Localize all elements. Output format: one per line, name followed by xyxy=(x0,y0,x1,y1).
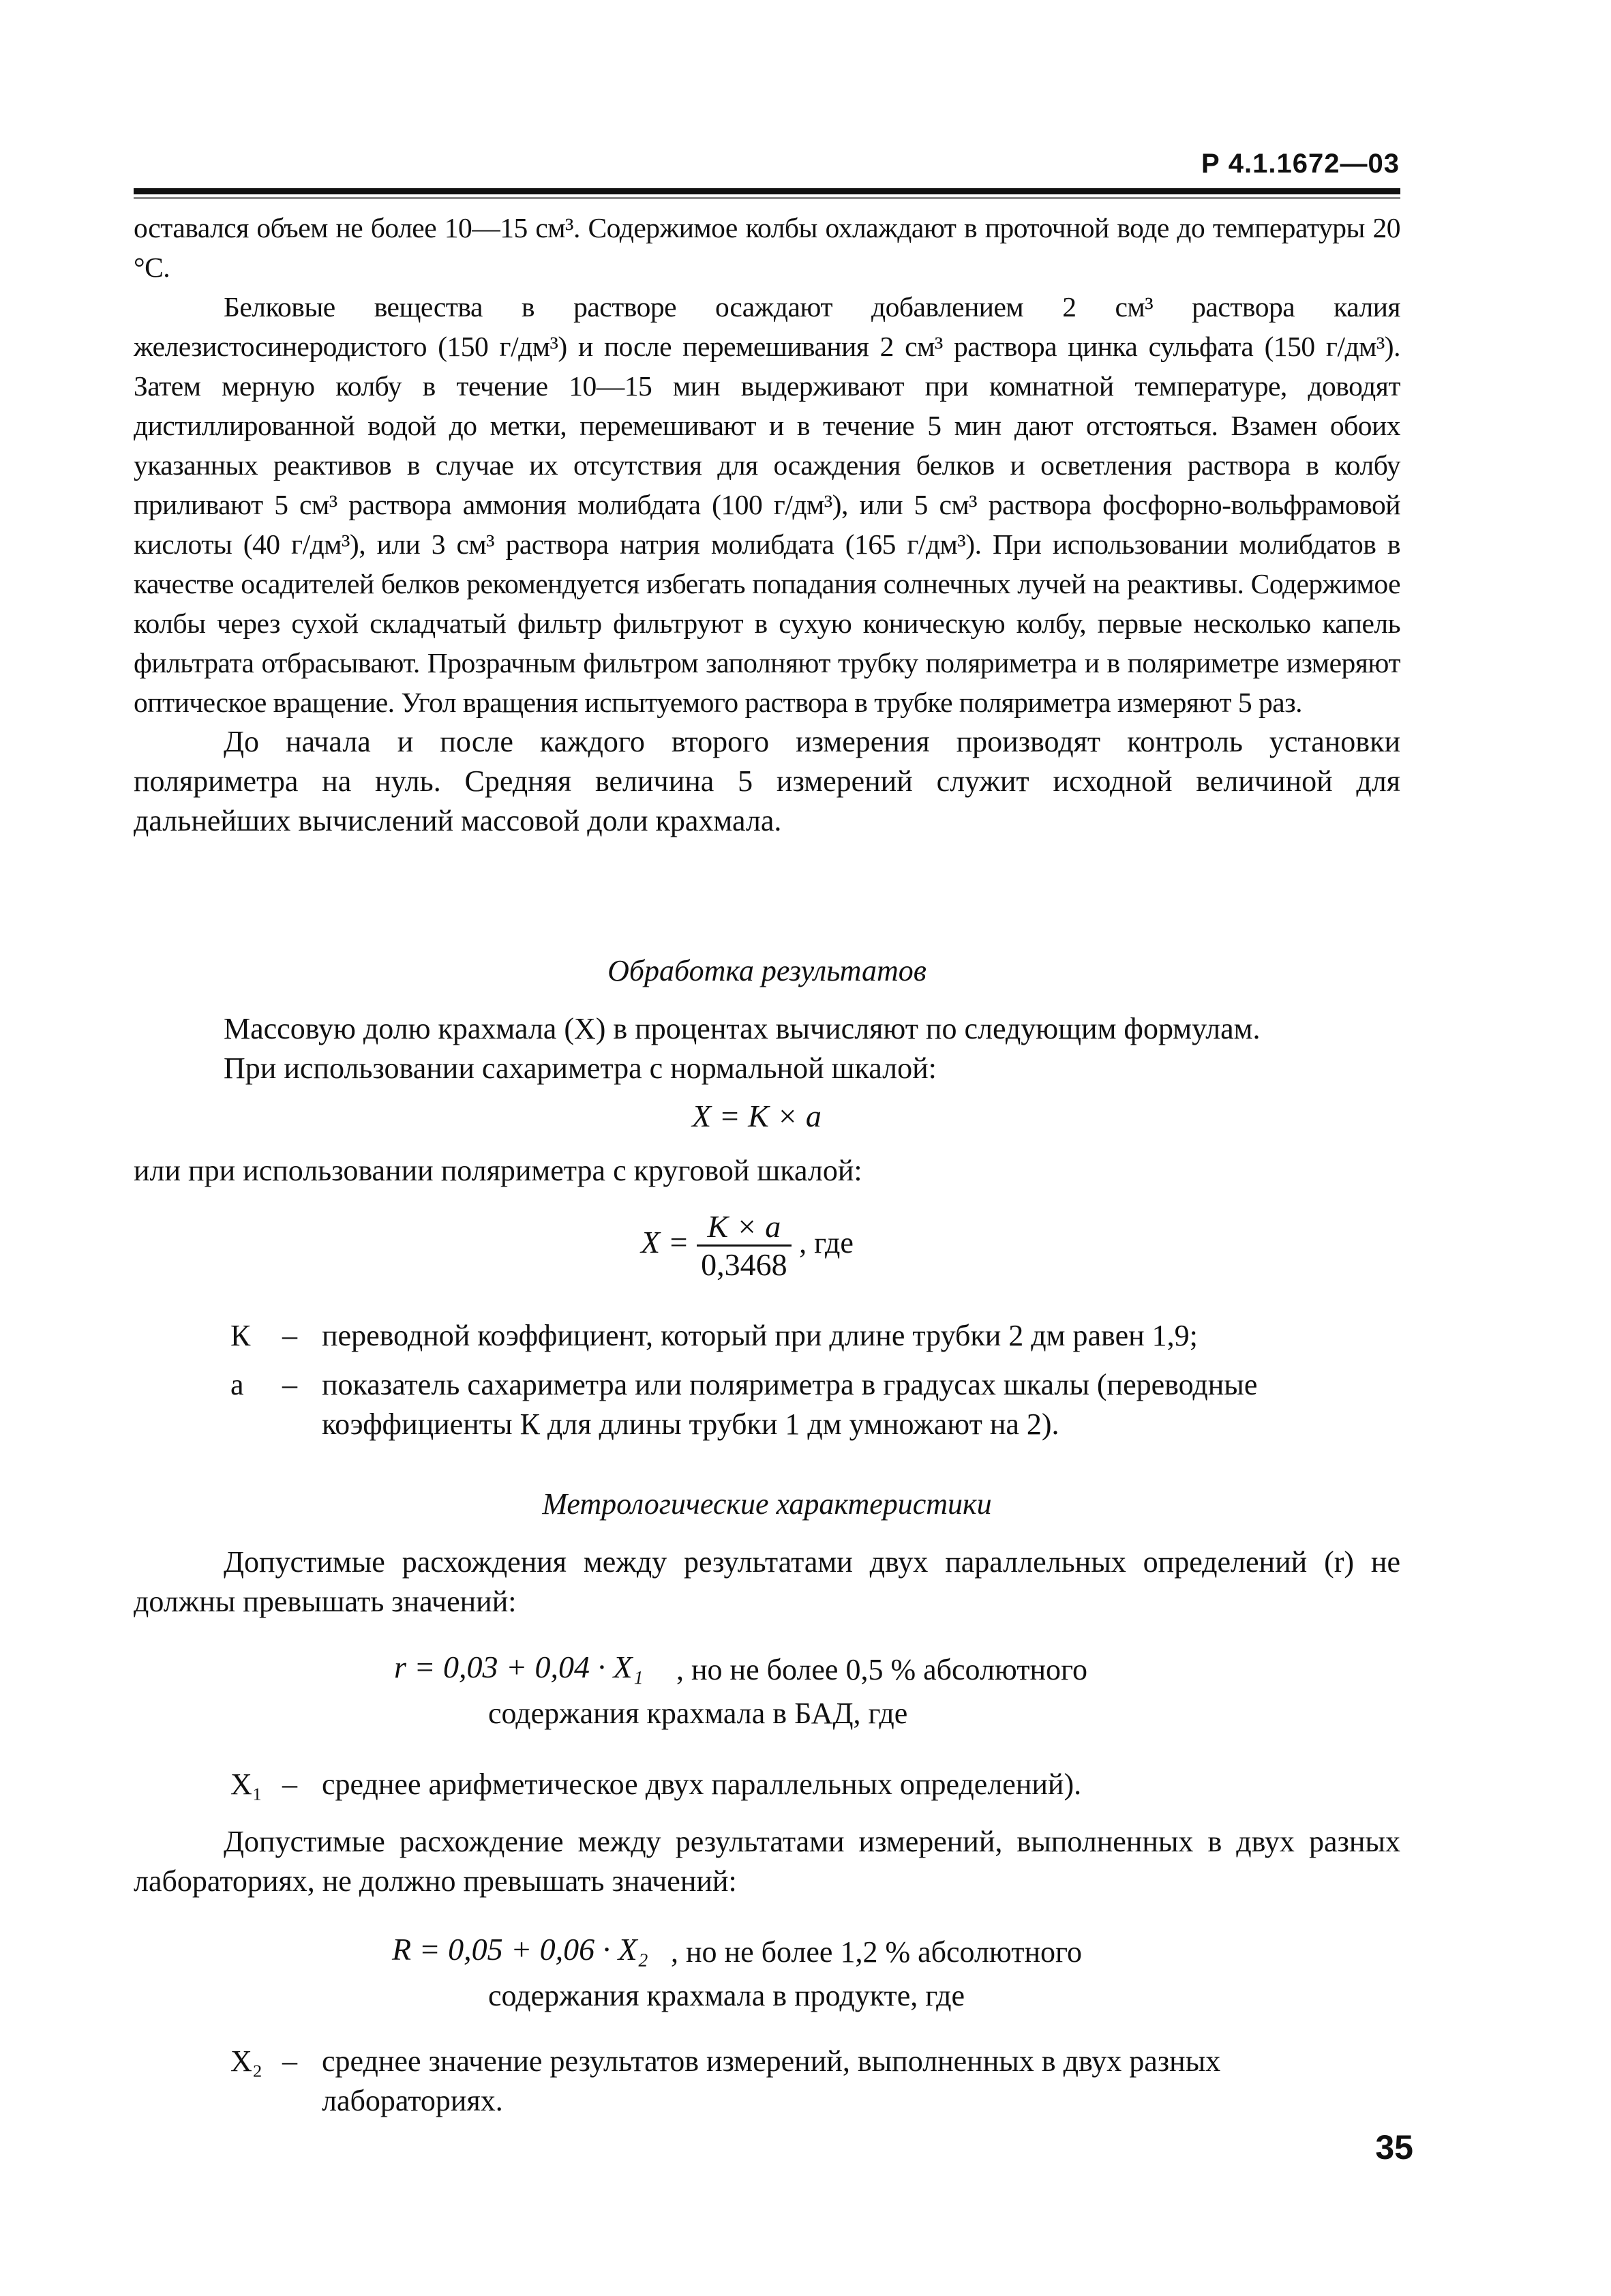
definition-symbol: а xyxy=(230,1368,244,1401)
paragraph-3: До начала и после каждого второго измерения производят контроль установки поляриметра на нуль. Средняя величина 5 измерений служит исходной величиной для дальнейших вычислений массовой доли крахмала. xyxy=(134,725,1400,837)
definition-text: среднее арифметическое двух параллельных определений). xyxy=(322,1768,1082,1801)
definition-dash: – xyxy=(282,1768,297,1801)
formula-R: R = 0,05 + 0,06 · X₂ xyxy=(392,1932,648,1967)
metrology-para-2: Допустимые расхождение между результатами измерений, выполненных в двух разных лабораториях, не должно превышать значений: xyxy=(134,1825,1400,1898)
definition-symbol: К xyxy=(230,1319,251,1352)
processing-line-3: или при использовании поляриметра с круговой шкалой: xyxy=(134,1154,862,1187)
formula-2-numerator: K × a xyxy=(697,1208,792,1247)
formula-r: r = 0,03 + 0,04 · X₁ xyxy=(394,1650,644,1684)
definition-dash: – xyxy=(282,1319,297,1352)
definition-dash: – xyxy=(282,1368,297,1401)
definition-symbol: X₂ xyxy=(230,2044,263,2078)
formula-1: X = K × a xyxy=(692,1099,822,1133)
definition-text: среднее значение результатов измерений, выполненных в двух разных лабораториях. xyxy=(322,2044,1221,2117)
section-title-processing: Обработка результатов xyxy=(607,954,927,987)
metrology-para-2-wrap xyxy=(134,1822,1400,1901)
page-number: 35 xyxy=(1375,2128,1413,2166)
header-rule-thin xyxy=(134,197,1400,199)
formula-r-condition-1: , но не более 0,5 % абсолютного xyxy=(676,1653,1087,1686)
formula-R-condition-2: содержания крахмала в продукте, где xyxy=(488,1979,965,2012)
body-text xyxy=(134,208,1400,841)
formula-2-suffix: , где xyxy=(799,1226,854,1260)
formula-R-condition-1: , но не более 1,2 % абсолютного xyxy=(671,1935,1082,1969)
paragraph-1: оставался объем не более 10—15 см³. Содержимое колбы охлаждают в проточной воде до температуры 20 °С. xyxy=(134,212,1400,283)
formula-r-condition-2: содержания крахмала в БАД, где xyxy=(488,1697,908,1730)
processing-line-3-wrap xyxy=(134,1151,1400,1191)
processing-intro xyxy=(134,1009,1400,1088)
processing-line-1: Массовую долю крахмала (X) в процентах вычисляют по следующим формулам. xyxy=(224,1012,1261,1045)
metrology-para-1-wrap xyxy=(134,1542,1400,1622)
definition-dash: – xyxy=(282,2044,297,2078)
formula-2 xyxy=(641,1208,854,1283)
paragraph-2: Белковые вещества в растворе осаждают добавлением 2 см³ раствора калия железистосинеродистого (150 г/дм³) и после перемешивания 2 см³ раствора цинка сульфата (150 г/дм³). Затем мерную колбу в течение 10—15 мин выдерживают при комнатной температуре, доводят дистиллированной водой до метки, перемешивают и в течение 5 мин дают отстояться. Взамен обоих указанных реактивов в случае их отсутствия для осаждения белков и осветления раствора в колбу приливают 5 см³ раствора аммония молибдата (100 г/дм³), или 5 см³ раствора фосфорно-вольфрамовой кислоты (40 г/дм³), или 3 см³ раствора натрия молибдата (165 г/дм³). При использовании молибдатов в качестве осадителей белков рекомендуется избегать попадания солнечных лучей на реактивы. Содержимое колбы через сухой складчатый фильтр фильтруют в сухую коническую колбу, первые несколько капель фильтрата отбрасывают. Прозрачным фильтром заполняют трубку поляриметра и в поляриметре измеряют оптическое вращение. Угол вращения испытуемого раствора в трубке поляриметра измеряют 5 раз. xyxy=(134,291,1400,718)
document-code: Р 4.1.1672—03 xyxy=(1201,149,1400,179)
definition-symbol: X₁ xyxy=(230,1768,263,1801)
formula-2-lhs: X = xyxy=(641,1225,689,1260)
definition-text: переводной коэффициент, который при длине трубки 2 дм равен 1,9; xyxy=(322,1319,1198,1352)
definition-text: показатель сахариметра или поляриметра в градусах шкалы (переводные коэффициенты К для длины трубки 1 дм умножают на 2). xyxy=(322,1368,1258,1441)
formula-2-denominator: 0,3468 xyxy=(701,1247,787,1282)
processing-line-2: При использовании сахариметра с нормальной шкалой: xyxy=(224,1052,937,1085)
formula-2-fraction xyxy=(697,1208,792,1283)
metrology-para-1: Допустимые расхождения между результатами двух параллельных определений (r) не должны превышать значений: xyxy=(134,1545,1400,1618)
header-rule xyxy=(134,188,1400,194)
section-title-metrology: Метрологические характеристики xyxy=(542,1487,992,1521)
